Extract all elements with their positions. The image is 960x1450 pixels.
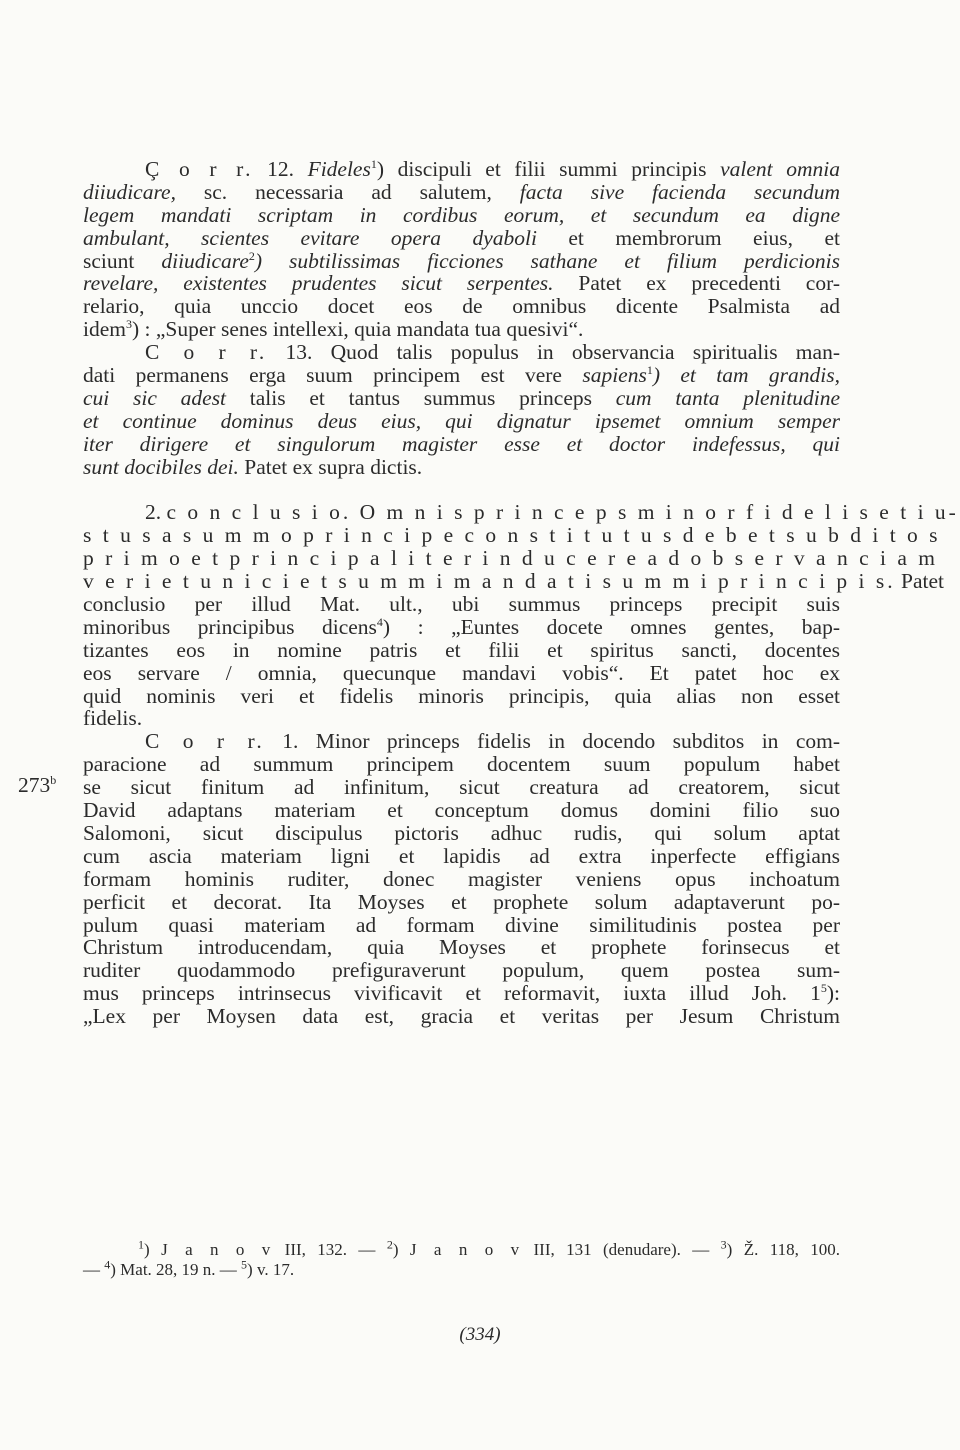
text-line: idem$^3$) : „Super senes intellexi, quia mandata tua quesivi“.: [83, 317, 584, 342]
text-line: Ç o r r. 12. Fideles$^1$) discipuli et filii summi principis valent omnia: [145, 156, 841, 181]
text-line: Christum introducendam, quia Moyses et prophete forinsecus et: [83, 935, 840, 960]
text-line: iter dirigere et singulorum magister esse et doctor indefessus, qui: [83, 431, 840, 456]
text-line: perficit et decorat. Ita Moyses et prophete solum adaptaverunt po-: [83, 889, 840, 914]
text-line: minoribus principibus dicens$^4$) : „Euntes docete omnes gentes, bap-: [83, 614, 840, 639]
text-line: sunt docibiles dei. Patet ex supra dictis.: [83, 454, 423, 479]
text-line: diiudicare, sc. necessaria ad salutem, facta sive facienda secundum: [83, 179, 841, 204]
text-line: s t u s a s u m m o p r i n c i p e c o n s t i t u t u s d e b e t s u b d i t o s: [83, 523, 941, 548]
text-line: mus princeps intrinsecus vivificavit et reformavit, iuxta illud Joh. $1^5$):: [83, 981, 840, 1006]
text-line: cum ascia materiam ligni et lapidis ad extra inperfecte effigians: [83, 843, 840, 868]
footnote-line: — $^4$) Mat. 28, 19 n. — $^5$) v. 17.: [83, 1257, 295, 1279]
text-line: cui sic adest talis et tantus summus princeps cum tanta plenitudine: [83, 385, 840, 410]
text-line: paracione ad summum principem docentem suum populum habet: [83, 752, 840, 777]
body-text: [83, 156, 959, 1029]
text-line: ambulant, scientes evitare opera dyaboli et membrorum eius, et: [83, 225, 840, 250]
text-line: pulum quasi materiam ad formam divine similitudinis postea per: [83, 912, 840, 937]
margin-folio-note: 273$^b$: [18, 772, 57, 797]
text-line: legem mandati scriptam in cordibus eorum, et secundum ea digne: [83, 202, 840, 227]
text-line: eos servare / omnia, quecunque mandavi vobis“. Et patet hoc ex: [83, 660, 840, 685]
text-line: David adaptans materiam et conceptum domus domini filio suo: [83, 798, 840, 823]
text-line: Salomoni, sicut discipulus pictoris adhuc rudis, qui solum aptat: [83, 820, 840, 845]
footnotes: [83, 1237, 840, 1280]
text-line: dati permanens erga suum principem est vere sapiens$^1$) et tam grandis,: [83, 362, 840, 388]
text-line: formam hominis ruditer, donec magister veniens opus inchoatum: [83, 866, 840, 891]
text-line: fidelis.: [83, 706, 143, 731]
text-line: p r i m o e t p r i n c i p a l i t e r i n d u c e r e a d o b s e r v a n c i a m: [83, 546, 939, 571]
page-number: (334): [459, 1324, 501, 1345]
text-line: C o r r. 13. Quod talis populus in observancia spiritualis man-: [145, 340, 840, 365]
text-line: quid nominis veri et fidelis minoris principis, quia alias non esset: [83, 683, 840, 708]
text-line: tizantes eos in nomine patris et filii et spiritus sancti, docentes: [83, 637, 840, 662]
text-line: relario, quia unccio docet eos de omnibus dicente Psalmista ad: [83, 294, 840, 319]
text-line: C o r r. 1. Minor princeps fidelis in docendo subditos in com-: [145, 729, 840, 754]
text-line: sciunt diiudicare$^2$) subtilissimas ficciones sathane et filium perdicionis: [83, 248, 840, 273]
text-line: conclusio per illud Mat. ult., ubi summus princeps precipit suis: [83, 592, 840, 617]
text-line: et continue dominus deus eius, qui dignatur ipsemet omnium semper: [83, 408, 840, 433]
text-line: ruditer quodammodo prefiguraverunt populum, quem postea sum-: [83, 958, 840, 983]
text-line: v e r i e t u n i c i e t s u m m i m a n d a t i s u m m i p r i n c i p i s. Patet: [83, 569, 945, 594]
text-line: revelare, existentes prudentes sicut serpentes. Patet ex precedenti cor-: [83, 271, 840, 296]
text-line: se sicut finitum ad infinitum, sicut creatura ad creatorem, sicut: [83, 775, 840, 800]
text-line: 2. c o n c l u s i o. O m n i s p r i n c e p s m i n o r f i d e l i s e t i u-: [145, 500, 959, 525]
text-line: „Lex per Moysen data est, gracia et veritas per Jesum Christum: [83, 1004, 840, 1029]
footnote-line: $^1$) J a n o v III, 132. — $^2$) J a n o v III, 131 (denudare). — $^3$) Ž. 118, 100.: [138, 1237, 840, 1259]
